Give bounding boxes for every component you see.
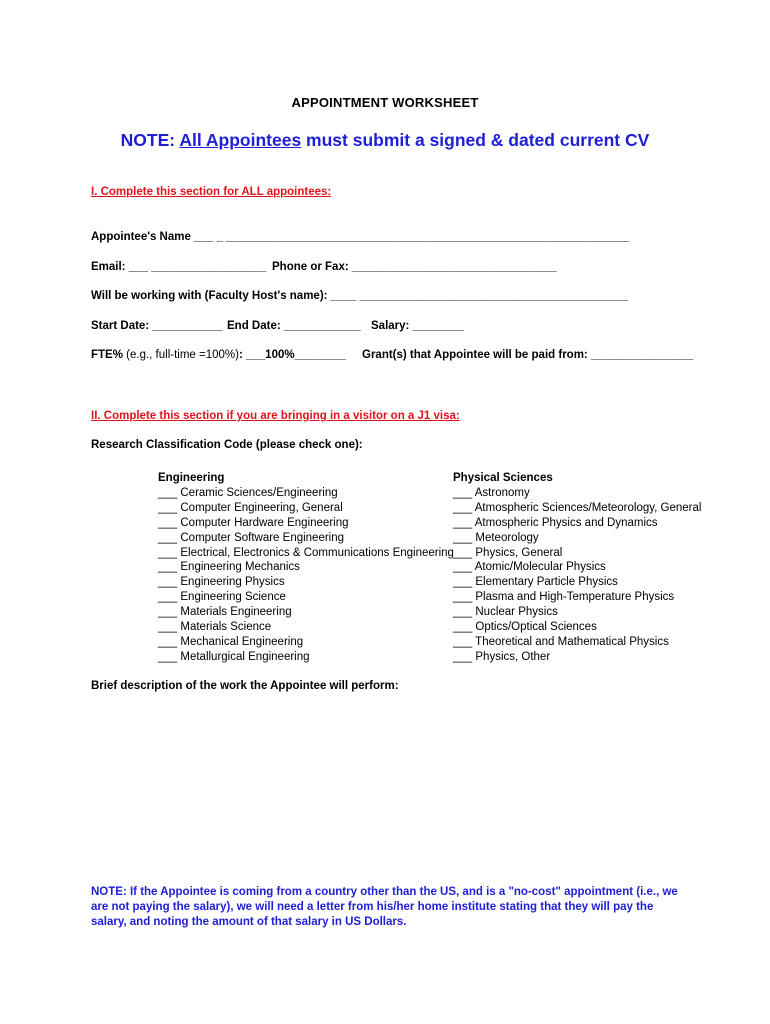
fte-label: FTE%: [91, 349, 123, 361]
physical-option[interactable]: ___ Elementary Particle Physics: [453, 576, 618, 589]
physical-sciences-column: [453, 471, 701, 665]
engineering-option[interactable]: ___ Engineering Physics: [158, 576, 285, 589]
physical-option[interactable]: ___ Physics, General: [453, 546, 563, 559]
salary-field[interactable]: Salary: ________: [371, 320, 464, 332]
cv-note-prefix: NOTE:: [120, 130, 180, 150]
cv-note: [0, 130, 770, 151]
physical-option[interactable]: ___ Meteorology: [453, 531, 539, 544]
grant-field[interactable]: Grant(s) that Appointee will be paid from: ________________: [362, 349, 694, 361]
research-classification-label: Research Classification Code (please check one):: [91, 439, 363, 451]
physical-option[interactable]: ___ Plasma and High-Temperature Physics: [453, 591, 675, 604]
phone-fax-field[interactable]: Phone or Fax: ________________________________: [272, 261, 557, 273]
physical-option[interactable]: ___ Atomic/Molecular Physics: [453, 561, 606, 574]
fte-value: : ___100%________: [238, 349, 346, 361]
engineering-option[interactable]: ___ Ceramic Sciences/Engineering: [158, 486, 338, 499]
email-field[interactable]: Email: ___ __________________: [91, 261, 267, 273]
section2-heading: II. Complete this section if you are bringing in a visitor on a J1 visa:: [91, 410, 460, 422]
engineering-heading: Engineering: [158, 472, 225, 484]
engineering-option[interactable]: ___ Engineering Mechanics: [158, 561, 300, 574]
engineering-option[interactable]: ___ Computer Software Engineering: [158, 531, 345, 544]
appointee-name-field[interactable]: Appointee's Name ___ _ _______________________________________________________________: [91, 231, 629, 243]
engineering-option[interactable]: ___ Mechanical Engineering: [158, 635, 304, 648]
engineering-column: [158, 471, 454, 665]
physical-option[interactable]: ___ Atmospheric Sciences/Meteorology, General: [453, 501, 702, 514]
engineering-option[interactable]: ___ Engineering Science: [158, 591, 286, 604]
physical-option[interactable]: ___ Optics/Optical Sciences: [453, 621, 597, 634]
engineering-option[interactable]: ___ Materials Engineering: [158, 606, 292, 619]
engineering-option[interactable]: ___ Electrical, Electronics & Communications Engineering: [158, 546, 454, 559]
cv-note-emphasis: All Appointees: [179, 130, 302, 150]
engineering-option[interactable]: ___ Computer Engineering, General: [158, 501, 343, 514]
cv-note-suffix: must submit a signed & dated current CV: [301, 130, 650, 150]
physical-option[interactable]: ___ Astronomy: [453, 486, 530, 499]
physical-option[interactable]: ___ Atmospheric Physics and Dynamics: [453, 516, 658, 529]
fte-field[interactable]: [91, 349, 346, 361]
fte-example: (e.g., full-time =100%): [122, 349, 239, 361]
physical-option[interactable]: ___ Physics, Other: [453, 650, 551, 663]
start-date-field[interactable]: Start Date: ___________: [91, 320, 223, 332]
physical-sciences-heading: Physical Sciences: [453, 472, 553, 484]
engineering-option[interactable]: ___ Computer Hardware Engineering: [158, 516, 349, 529]
section1-heading: I. Complete this section for ALL appointees:: [91, 186, 332, 198]
engineering-option[interactable]: ___ Materials Science: [158, 621, 272, 634]
physical-option[interactable]: ___ Nuclear Physics: [453, 606, 558, 619]
end-date-field[interactable]: End Date: ____________: [227, 320, 361, 332]
no-cost-note: NOTE: If the Appointee is coming from a country other than the US, and is a "no-cost" appointment (i.e., we are not paying the salary), we will need a letter from his/her home institute stating that they will pay the salary, and noting the amount of that salary in US Dollars.: [91, 886, 678, 929]
faculty-host-field[interactable]: Will be working with (Faculty Host's name): ____ __________________________________________: [91, 290, 629, 302]
physical-option[interactable]: ___ Theoretical and Mathematical Physics: [453, 635, 669, 648]
work-description-label: Brief description of the work the Appointee will perform:: [91, 680, 399, 692]
page-title: APPOINTMENT WORKSHEET: [291, 95, 479, 110]
engineering-option[interactable]: ___ Metallurgical Engineering: [158, 650, 310, 663]
